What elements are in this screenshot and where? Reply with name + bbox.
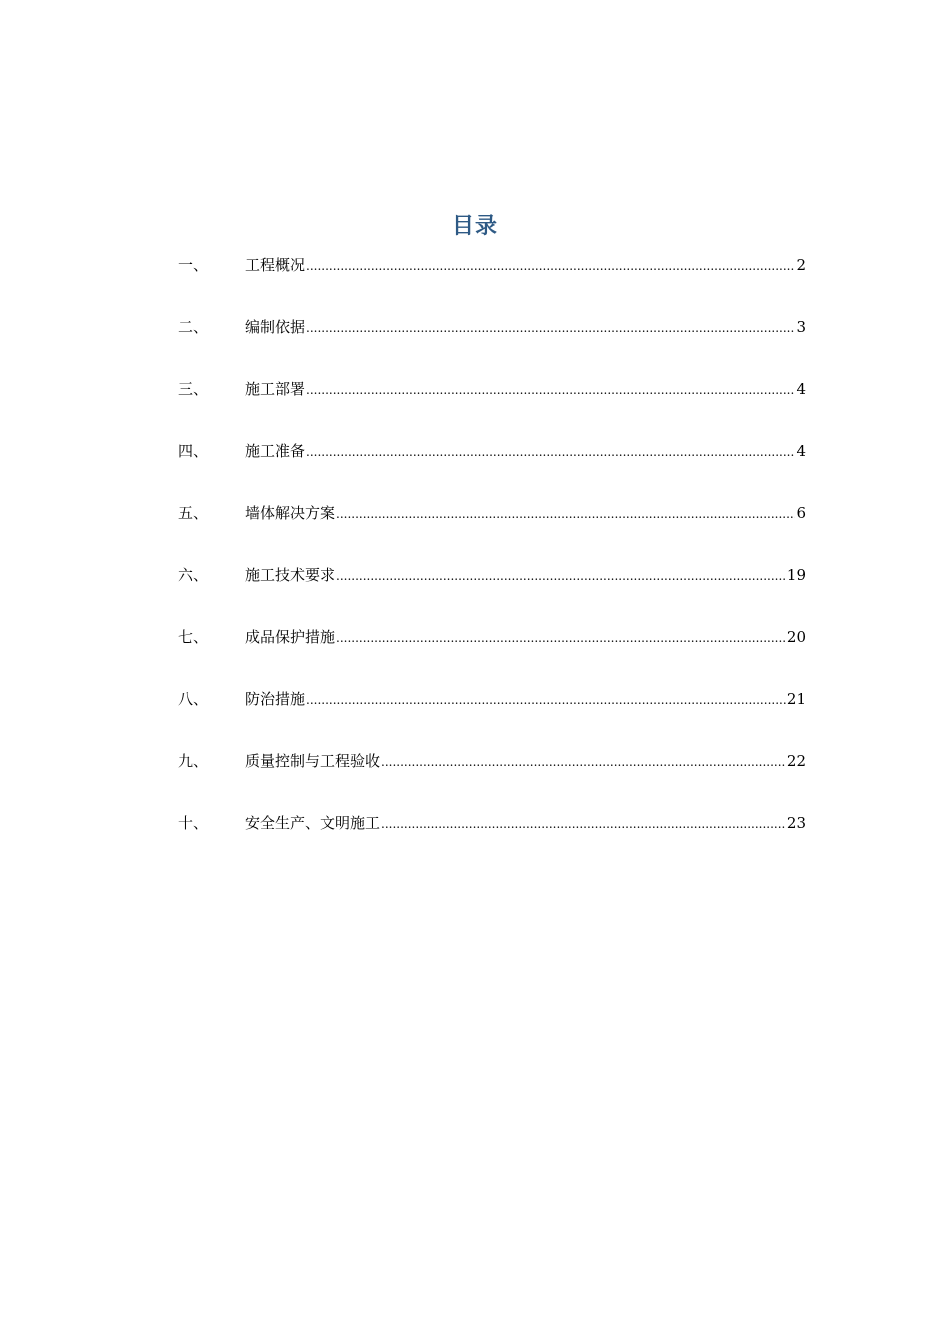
toc-entry-number: 二、 <box>178 318 209 336</box>
toc-page-number: 22 <box>786 752 806 770</box>
toc-entry[interactable] <box>178 564 806 626</box>
toc-entry-title: 墙体解决方案 <box>245 504 336 522</box>
toc-entry[interactable] <box>178 750 806 812</box>
toc-entry-number: 三、 <box>178 380 209 398</box>
toc-entry[interactable] <box>178 378 806 440</box>
toc-entry[interactable] <box>178 440 806 502</box>
toc-entry-title: 编制依据 <box>245 318 306 336</box>
toc-page-number: 3 <box>796 318 806 336</box>
toc-entry-title: 防治措施 <box>245 690 306 708</box>
toc-entry-number: 七、 <box>178 628 209 646</box>
toc-page-number: 20 <box>786 628 806 646</box>
toc-dot-leader <box>306 379 795 401</box>
toc-dot-leader <box>336 565 786 587</box>
toc-dot-leader <box>306 689 786 711</box>
toc-entry-title: 施工准备 <box>245 442 306 460</box>
toc-dot-leader <box>336 627 786 649</box>
toc-dot-leader <box>306 317 795 339</box>
toc-entry-number: 一、 <box>178 256 209 274</box>
toc-entry[interactable] <box>178 254 806 316</box>
toc-page-number: 19 <box>786 566 806 584</box>
toc-entry-title: 施工部署 <box>245 380 306 398</box>
toc-entry[interactable] <box>178 626 806 688</box>
toc-entry-number: 八、 <box>178 690 209 708</box>
toc-entry-title: 安全生产、文明施工 <box>245 814 381 832</box>
toc-entry[interactable] <box>178 688 806 750</box>
toc-dot-leader <box>381 813 786 835</box>
toc-entry-number: 九、 <box>178 752 209 770</box>
toc-entry-title: 质量控制与工程验收 <box>245 752 381 770</box>
toc-entry[interactable] <box>178 812 806 874</box>
toc-dot-leader <box>336 503 795 525</box>
toc-entry-title: 工程概况 <box>245 256 306 274</box>
toc-list <box>178 254 806 874</box>
toc-entry-number: 四、 <box>178 442 209 460</box>
toc-entry-title: 成品保护措施 <box>245 628 336 646</box>
toc-page-number: 2 <box>796 256 806 274</box>
toc-page-number: 6 <box>796 504 806 522</box>
toc-title: 目录 <box>451 214 498 239</box>
toc-entry[interactable] <box>178 502 806 564</box>
toc-page-number: 4 <box>796 442 806 460</box>
toc-entry-number: 六、 <box>178 566 209 584</box>
toc-dot-leader <box>381 751 786 773</box>
toc-entry-title: 施工技术要求 <box>245 566 336 584</box>
toc-page-number: 21 <box>786 690 806 708</box>
toc-entry[interactable] <box>178 316 806 378</box>
toc-entry-number: 五、 <box>178 504 209 522</box>
toc-page-number: 23 <box>786 814 806 832</box>
toc-dot-leader <box>306 255 795 277</box>
toc-page-number: 4 <box>796 380 806 398</box>
toc-dot-leader <box>306 441 795 463</box>
toc-entry-number: 十、 <box>178 814 209 832</box>
